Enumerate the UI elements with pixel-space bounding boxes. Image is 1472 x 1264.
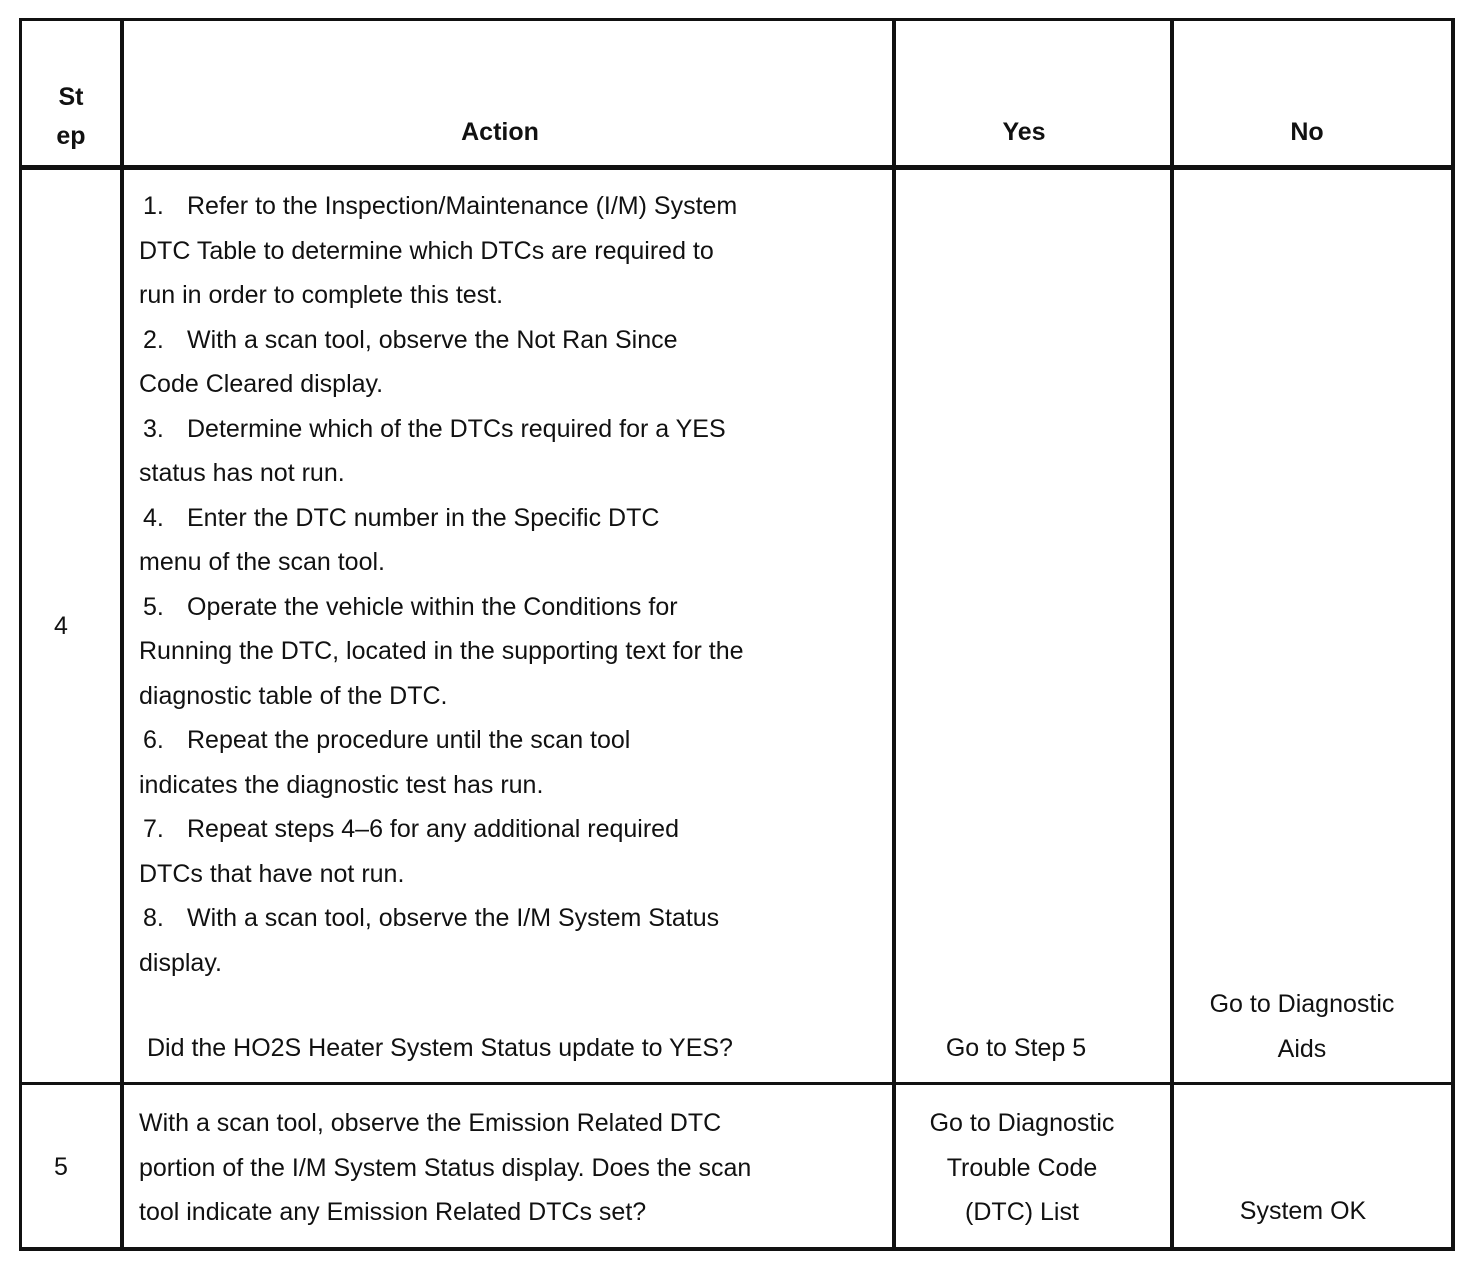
item-text: Operate the vehicle within the Conditions for xyxy=(187,592,678,621)
action-text-line: tool indicate any Emission Related DTCs set? xyxy=(139,1198,647,1226)
table-right-border xyxy=(1451,18,1455,1251)
item-text: indicates the diagnostic test has run. xyxy=(139,770,544,799)
item-number: 1. xyxy=(143,192,164,220)
table-top-border xyxy=(19,18,1455,21)
header-bottom-border xyxy=(19,165,1455,170)
item-text: DTC Table to determine which DTCs are required to xyxy=(139,236,714,265)
list-item xyxy=(139,318,744,407)
action-text xyxy=(139,1101,751,1235)
yes-result: Go to Step 5 xyxy=(945,1034,1087,1062)
item-text: display. xyxy=(139,948,222,977)
step-action-divider xyxy=(120,18,124,1251)
row-4-bottom-border xyxy=(19,1082,1455,1085)
no-result xyxy=(1174,982,1430,1071)
no-result: System OK xyxy=(1239,1197,1367,1225)
action-list xyxy=(139,184,744,985)
action-text-line: With a scan tool, observe the Emission Related DTC xyxy=(139,1109,722,1137)
step-number: 4 xyxy=(54,612,68,640)
list-item xyxy=(139,718,744,807)
item-text: Determine which of the DTCs required for a YES xyxy=(187,414,726,443)
item-number: 3. xyxy=(143,414,164,443)
item-text: menu of the scan tool. xyxy=(139,548,385,576)
list-item xyxy=(139,184,744,318)
yes-result-line: Trouble Code xyxy=(946,1153,1098,1182)
header-yes: Yes xyxy=(1002,118,1046,146)
item-number: 4. xyxy=(143,503,164,532)
item-text: Repeat steps 4–6 for any additional required xyxy=(187,815,679,843)
no-result-line2: Aids xyxy=(1277,1034,1327,1063)
item-text: Refer to the Inspection/Maintenance (I/M) System xyxy=(187,192,738,220)
header-step-line2: ep xyxy=(56,122,86,150)
item-number: 2. xyxy=(143,325,164,354)
header-no: No xyxy=(1290,118,1324,146)
item-text: DTCs that have not run. xyxy=(139,859,405,888)
item-text: Code Cleared display. xyxy=(139,370,384,398)
item-text: With a scan tool, observe the I/M System Status xyxy=(187,904,720,932)
item-text: Enter the DTC number in the Specific DTC xyxy=(187,503,660,532)
header-step-line1: St xyxy=(58,83,84,111)
yes-result-line: Go to Diagnostic xyxy=(929,1109,1115,1137)
step-question: Did the HO2S Heater System Status update to YES? xyxy=(147,1034,733,1062)
item-number: 5. xyxy=(143,592,164,621)
item-text: Repeat the procedure until the scan tool xyxy=(187,726,631,754)
list-item xyxy=(139,407,744,496)
header-action: Action xyxy=(461,118,539,146)
no-result-line1: Go to Diagnostic xyxy=(1209,990,1395,1018)
list-item xyxy=(139,896,744,985)
item-text: diagnostic table of the DTC. xyxy=(139,681,448,710)
item-number: 8. xyxy=(143,904,164,932)
item-text: status has not run. xyxy=(139,459,345,487)
list-item xyxy=(139,807,744,896)
action-text-line: portion of the I/M System Status display. Does the scan xyxy=(139,1153,752,1182)
list-item xyxy=(139,496,744,585)
list-item xyxy=(139,585,744,719)
item-number: 7. xyxy=(143,815,164,843)
item-number: 6. xyxy=(143,726,164,754)
yes-result-line: (DTC) List xyxy=(965,1198,1079,1226)
item-text: Running the DTC, located in the supporting text for the xyxy=(139,637,744,665)
item-text: With a scan tool, observe the Not Ran Since xyxy=(187,325,678,354)
item-text: run in order to complete this test. xyxy=(139,281,504,309)
step-number: 5 xyxy=(54,1153,68,1181)
header-step xyxy=(22,78,120,156)
yes-result xyxy=(896,1101,1148,1235)
table-bottom-border xyxy=(19,1247,1455,1251)
